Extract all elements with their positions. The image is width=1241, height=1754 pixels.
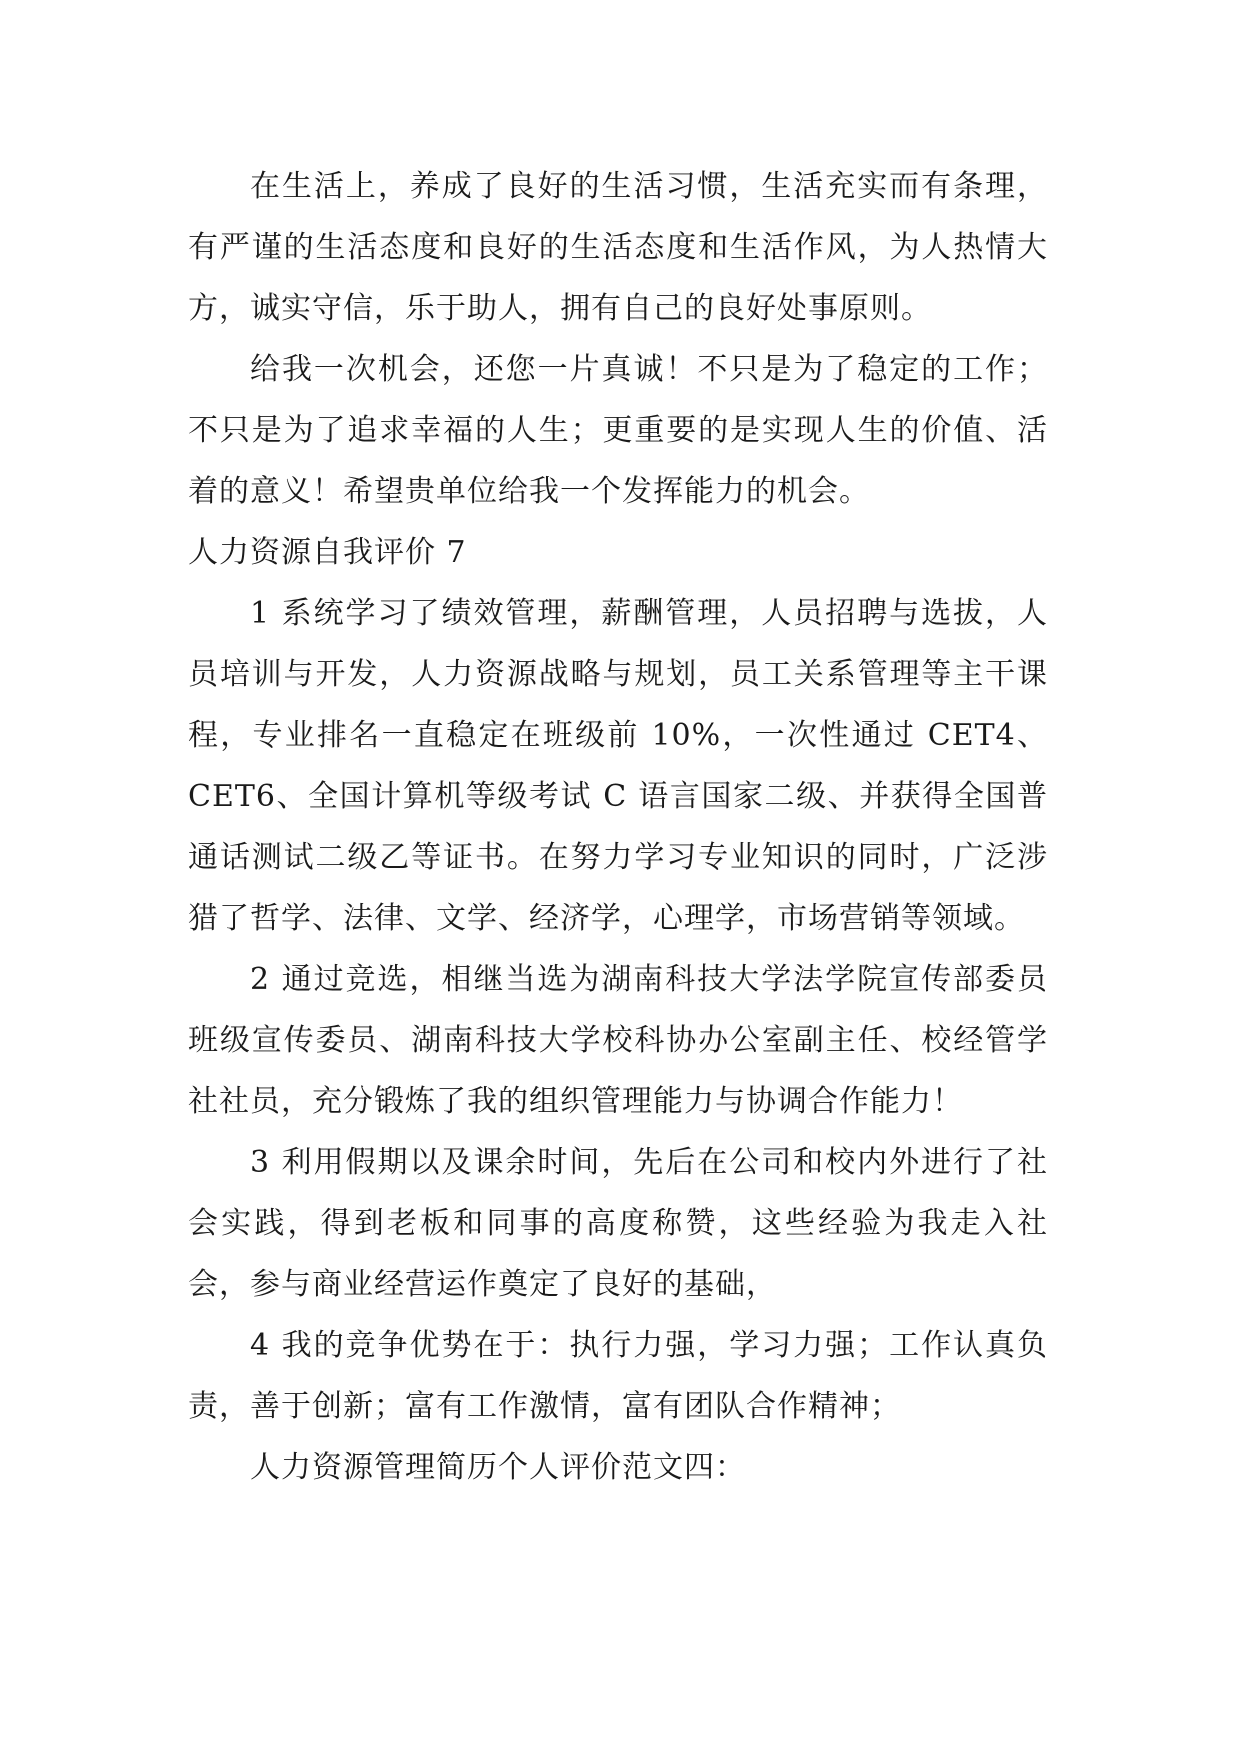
paragraph-item-1: 1 系统学习了绩效管理，薪酬管理，人员招聘与选拔，人员培训与开发，人力资源战略与规划，员工关系管理等主干课程，专业排名一直稳定在班级前 10%，一次性通过 CET4、CET6、全国计算机等级考试 C 语言国家二级、并获得全国普通话测试二级乙等证书。在努力学习专业知识的同时，广泛涉猎了哲学、法律、文学、经济学，心理学，市场营销等领域。 bbox=[188, 596, 1048, 936]
paragraph-next-sample-title: 人力资源管理简历个人评价范文四： bbox=[250, 1450, 746, 1485]
paragraph-life-habits: 在生活上，养成了良好的生活习惯，生活充实而有条理，有严谨的生活态度和良好的生活态度和生活作风，为人热情大方，诚实守信，乐于助人，拥有自己的良好处事原则。 bbox=[188, 169, 1048, 326]
document-body bbox=[188, 156, 1048, 1498]
paragraph-item-2: 2 通过竞选，相继当选为湖南科技大学法学院宣传部委员 班级宣传委员、湖南科技大学校科协办公室副主任、校经管学社社员，充分锻炼了我的组织管理能力与协调合作能力！ bbox=[188, 962, 1048, 1119]
paragraph-give-me-a-chance: 给我一次机会，还您一片真诚！不只是为了稳定的工作；不只是为了追求幸福的人生；更重要的是实现人生的价值、活着的意义！希望贵单位给我一个发挥能力的机会。 bbox=[188, 352, 1048, 509]
section-heading: 人力资源自我评价 7 bbox=[188, 535, 467, 570]
paragraph-item-3: 3 利用假期以及课余时间，先后在公司和校内外进行了社会实践，得到老板和同事的高度称赞，这些经验为我走入社会，参与商业经营运作奠定了良好的基础， bbox=[188, 1145, 1048, 1302]
paragraph-item-4: 4 我的竞争优势在于：执行力强，学习力强；工作认真负责，善于创新；富有工作激情，富有团队合作精神； bbox=[188, 1328, 1048, 1424]
